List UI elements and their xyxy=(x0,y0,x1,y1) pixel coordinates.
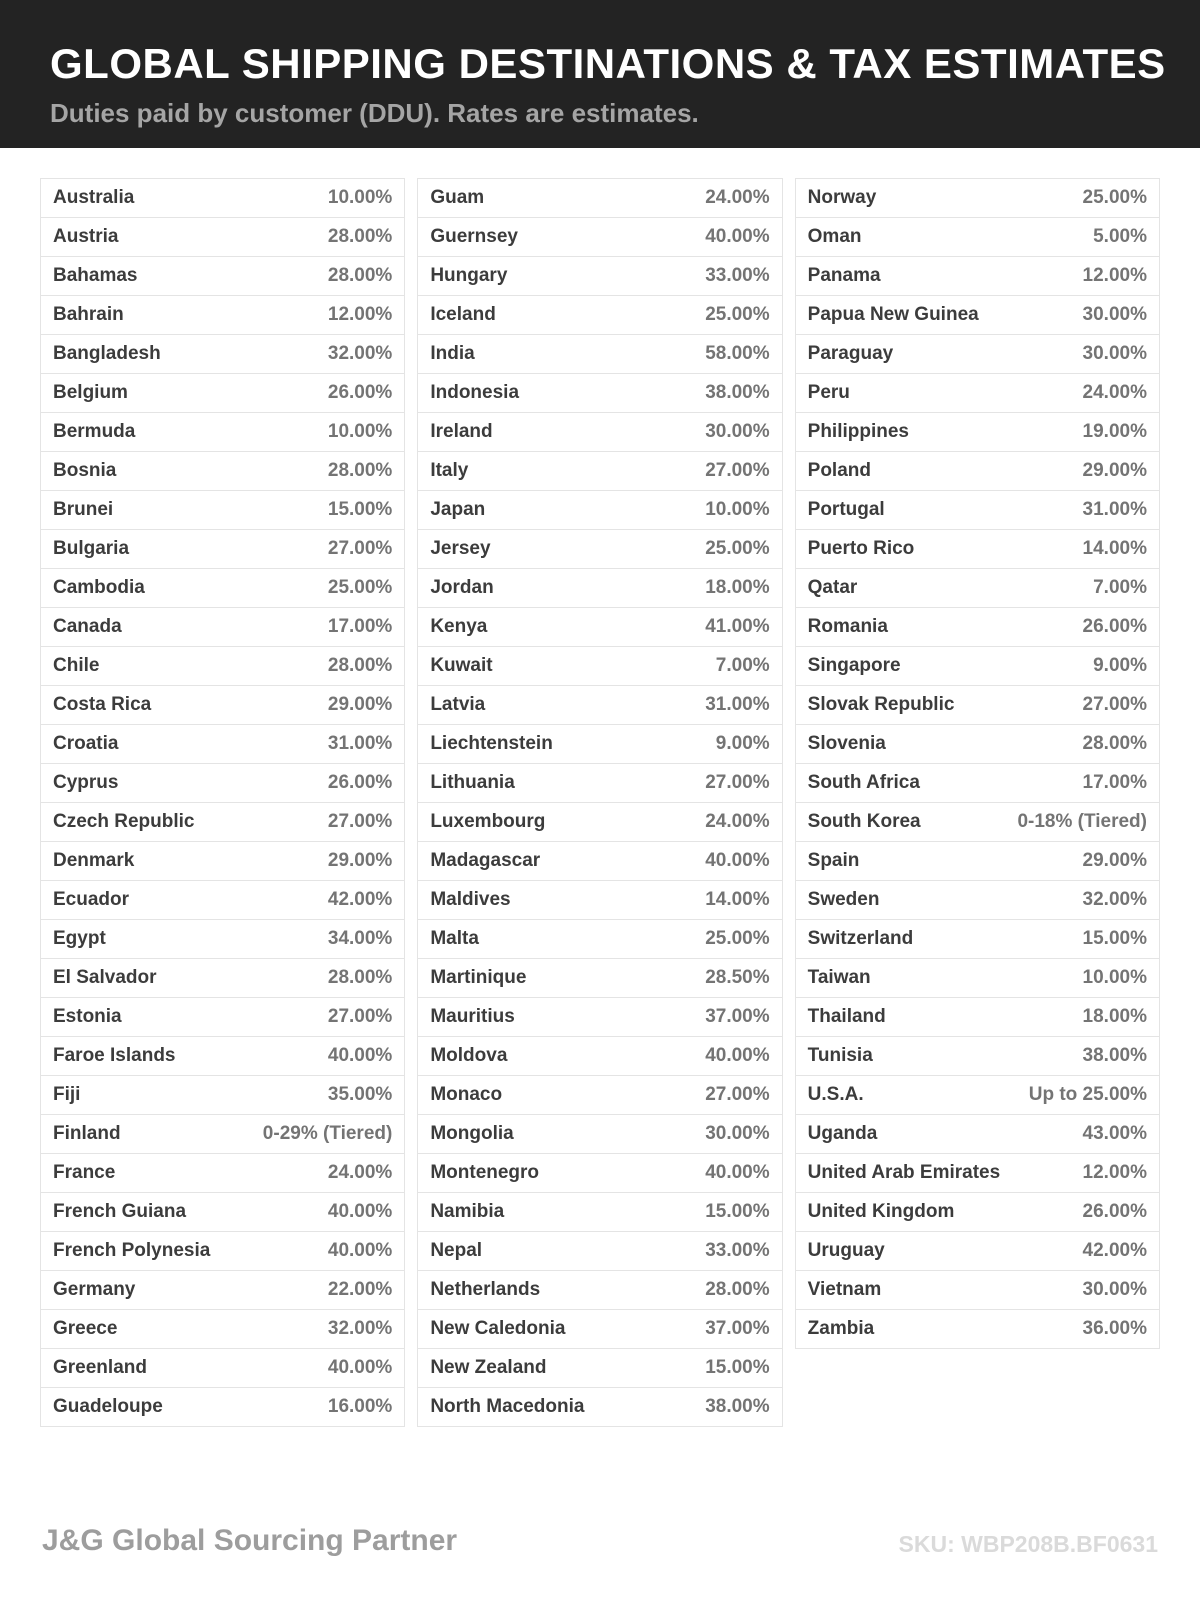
tax-rate-value: 27.00% xyxy=(705,1084,770,1105)
country-name: South Korea xyxy=(807,811,921,832)
tax-rate-value: 28.00% xyxy=(327,967,393,988)
tax-rate-value: 29.00% xyxy=(327,694,393,715)
country-name: Indonesia xyxy=(430,382,520,403)
table-row xyxy=(418,257,781,296)
table-row xyxy=(796,413,1159,452)
country-name: Netherlands xyxy=(430,1279,541,1300)
country-name: Slovenia xyxy=(807,733,886,754)
table-row xyxy=(418,1232,781,1271)
tax-rate-value: 0-29% (Tiered) xyxy=(262,1123,393,1144)
table-row xyxy=(796,686,1159,725)
country-name: Monaco xyxy=(430,1084,503,1105)
country-name: Montenegro xyxy=(430,1162,540,1183)
country-name: Taiwan xyxy=(807,967,871,988)
country-name: Ecuador xyxy=(53,889,130,910)
tax-rate-value: 12.00% xyxy=(327,304,393,325)
tax-rate-value: 58.00% xyxy=(705,343,770,364)
tax-rate-value: 37.00% xyxy=(705,1006,770,1027)
country-name: Finland xyxy=(53,1123,121,1144)
country-name: Portugal xyxy=(807,499,885,520)
tax-rate-value: 30.00% xyxy=(1082,343,1147,364)
table-row xyxy=(41,413,404,452)
table-row xyxy=(418,179,781,218)
country-name: Qatar xyxy=(807,577,858,598)
tax-rate-value: 5.00% xyxy=(1093,226,1147,247)
rates-column-1 xyxy=(40,178,405,1427)
page-subtitle: Duties paid by customer (DDU). Rates are estimates. xyxy=(50,98,699,128)
table-row xyxy=(418,1076,781,1115)
table-row xyxy=(418,608,781,647)
table-row xyxy=(41,920,404,959)
table-row xyxy=(41,530,404,569)
sku-label: SKU: WBP208B.BF0631 xyxy=(898,1531,1158,1557)
tax-rate-value: 0-18% (Tiered) xyxy=(1017,811,1147,832)
country-name: Bangladesh xyxy=(53,343,161,364)
country-name: Poland xyxy=(807,460,871,481)
tax-rate-value: 40.00% xyxy=(705,850,770,871)
table-row xyxy=(796,335,1159,374)
country-name: Belgium xyxy=(53,382,128,403)
country-name: Chile xyxy=(53,655,100,676)
country-name: Fiji xyxy=(53,1084,81,1105)
country-name: Norway xyxy=(807,187,877,208)
country-name: India xyxy=(430,343,475,364)
footer xyxy=(0,1524,1200,1558)
tax-rate-value: 33.00% xyxy=(705,1240,770,1261)
country-name: Spain xyxy=(807,850,860,871)
table-row xyxy=(418,374,781,413)
tax-rate-value: 26.00% xyxy=(327,382,393,403)
country-name: French Guiana xyxy=(53,1201,187,1222)
table-row xyxy=(796,257,1159,296)
table-row xyxy=(418,491,781,530)
country-name: Lithuania xyxy=(430,772,515,793)
table-row xyxy=(418,959,781,998)
page-title: GLOBAL SHIPPING DESTINATIONS & TAX ESTIMATES xyxy=(50,40,1166,87)
country-name: Uganda xyxy=(807,1123,878,1144)
country-name: Guernsey xyxy=(430,226,518,247)
tax-rate-value: 27.00% xyxy=(705,460,770,481)
country-name: Latvia xyxy=(430,694,486,715)
country-name: Egypt xyxy=(53,928,106,949)
table-row xyxy=(796,842,1159,881)
tax-rate-value: 30.00% xyxy=(705,1123,770,1144)
country-name: Puerto Rico xyxy=(807,538,915,559)
tax-rate-value: 27.00% xyxy=(327,1006,393,1027)
country-name: Bahamas xyxy=(53,265,138,286)
table-row xyxy=(418,647,781,686)
tax-rate-value: 25.00% xyxy=(705,538,770,559)
tax-rate-value: 16.00% xyxy=(327,1396,393,1417)
table-row xyxy=(41,569,404,608)
country-name: Germany xyxy=(53,1279,136,1300)
tax-rate-value: 31.00% xyxy=(705,694,770,715)
country-name: Namibia xyxy=(430,1201,505,1222)
country-name: Panama xyxy=(807,265,881,286)
table-row xyxy=(418,1193,781,1232)
country-name: Vietnam xyxy=(807,1279,882,1300)
country-name: Greece xyxy=(53,1318,118,1339)
table-row xyxy=(41,1232,404,1271)
country-name: Mongolia xyxy=(430,1123,514,1144)
tax-rate-value: 28.50% xyxy=(705,967,770,988)
country-name: Moldova xyxy=(430,1045,508,1066)
table-row xyxy=(418,1154,781,1193)
country-name: Bulgaria xyxy=(53,538,130,559)
table-row xyxy=(796,296,1159,335)
table-row xyxy=(796,179,1159,218)
tax-rate-value: 32.00% xyxy=(327,343,393,364)
tax-rate-value: 26.00% xyxy=(1082,1201,1147,1222)
table-row xyxy=(41,452,404,491)
country-name: North Macedonia xyxy=(430,1396,585,1417)
country-name: Tunisia xyxy=(807,1045,873,1066)
tax-rate-value: 10.00% xyxy=(705,499,770,520)
table-row xyxy=(418,920,781,959)
table-row xyxy=(41,608,404,647)
table-row xyxy=(418,452,781,491)
country-name: Maldives xyxy=(430,889,511,910)
tax-rate-value: 33.00% xyxy=(705,265,770,286)
table-row xyxy=(41,1154,404,1193)
tax-rate-value: 38.00% xyxy=(705,382,770,403)
table-row xyxy=(796,881,1159,920)
country-name: Sweden xyxy=(807,889,880,910)
country-name: Costa Rica xyxy=(53,694,152,715)
tax-rate-value: 9.00% xyxy=(715,733,770,754)
table-row xyxy=(796,218,1159,257)
table-row xyxy=(41,959,404,998)
country-name: U.S.A. xyxy=(807,1084,864,1105)
tax-rate-value: Up to 25.00% xyxy=(1028,1084,1147,1105)
tax-rate-value: 27.00% xyxy=(1082,694,1147,715)
table-row xyxy=(418,1310,781,1349)
table-row xyxy=(418,218,781,257)
table-row xyxy=(796,647,1159,686)
table-row xyxy=(796,530,1159,569)
table-row xyxy=(41,881,404,920)
tax-rate-value: 29.00% xyxy=(1082,850,1147,871)
tax-rate-value: 42.00% xyxy=(1082,1240,1147,1261)
table-row xyxy=(796,374,1159,413)
country-name: Luxembourg xyxy=(430,811,546,832)
country-name: Bermuda xyxy=(53,421,136,442)
tax-rate-value: 25.00% xyxy=(705,304,770,325)
tax-rate-value: 7.00% xyxy=(1093,577,1147,598)
table-row xyxy=(41,491,404,530)
tax-rate-value: 10.00% xyxy=(327,187,393,208)
country-name: South Africa xyxy=(807,772,920,793)
tax-rate-value: 10.00% xyxy=(1082,967,1147,988)
country-name: Guam xyxy=(430,187,485,208)
table-row xyxy=(41,725,404,764)
tax-rate-value: 9.00% xyxy=(1093,655,1147,676)
tax-rate-value: 28.00% xyxy=(327,265,393,286)
country-name: Jersey xyxy=(430,538,491,559)
table-row xyxy=(41,257,404,296)
country-name: United Arab Emirates xyxy=(807,1162,1001,1183)
table-row xyxy=(41,1271,404,1310)
tax-rate-value: 37.00% xyxy=(705,1318,770,1339)
country-name: El Salvador xyxy=(53,967,157,988)
country-name: Singapore xyxy=(807,655,901,676)
country-name: Cambodia xyxy=(53,577,145,598)
country-name: Bahrain xyxy=(53,304,124,325)
table-row xyxy=(41,803,404,842)
tax-rate-value: 41.00% xyxy=(705,616,770,637)
table-row xyxy=(796,1154,1159,1193)
table-row xyxy=(418,413,781,452)
tax-rate-value: 34.00% xyxy=(327,928,393,949)
table-row xyxy=(796,1037,1159,1076)
table-row xyxy=(41,842,404,881)
table-row xyxy=(41,1037,404,1076)
table-row xyxy=(41,1193,404,1232)
country-name: Thailand xyxy=(807,1006,886,1027)
country-name: Liechtenstein xyxy=(430,733,553,754)
table-row xyxy=(796,1271,1159,1310)
table-row xyxy=(418,1271,781,1310)
tax-rate-value: 25.00% xyxy=(1082,187,1147,208)
tax-rate-value: 7.00% xyxy=(715,655,770,676)
rates-table xyxy=(0,178,1200,1427)
country-name: Jordan xyxy=(430,577,494,598)
table-row xyxy=(796,569,1159,608)
tax-rate-value: 12.00% xyxy=(1082,265,1147,286)
tax-rate-value: 40.00% xyxy=(327,1357,393,1378)
country-name: Philippines xyxy=(807,421,910,442)
table-row xyxy=(418,881,781,920)
table-row xyxy=(796,1115,1159,1154)
country-name: Paraguay xyxy=(807,343,894,364)
country-name: Croatia xyxy=(53,733,119,754)
country-name: New Caledonia xyxy=(430,1318,566,1339)
tax-rate-value: 25.00% xyxy=(705,928,770,949)
tax-rate-value: 15.00% xyxy=(705,1201,770,1222)
tax-rate-value: 22.00% xyxy=(327,1279,393,1300)
country-name: Romania xyxy=(807,616,888,637)
country-name: Nepal xyxy=(430,1240,483,1261)
table-row xyxy=(41,179,404,218)
tax-rate-value: 24.00% xyxy=(327,1162,393,1183)
country-name: Austria xyxy=(53,226,119,247)
table-row xyxy=(418,335,781,374)
tax-rate-value: 28.00% xyxy=(1082,733,1147,754)
country-name: Iceland xyxy=(430,304,496,325)
country-name: Czech Republic xyxy=(53,811,195,832)
country-name: Canada xyxy=(53,616,122,637)
tax-rate-value: 24.00% xyxy=(705,811,770,832)
table-row xyxy=(796,608,1159,647)
country-name: Guadeloupe xyxy=(53,1396,163,1417)
tax-rate-value: 27.00% xyxy=(327,538,393,559)
brand-text: J&G Global Sourcing Partner xyxy=(42,1524,458,1557)
tax-rate-value: 17.00% xyxy=(1082,772,1147,793)
tax-rate-value: 30.00% xyxy=(1082,1279,1147,1300)
tax-rate-value: 29.00% xyxy=(1082,460,1147,481)
tax-rate-value: 40.00% xyxy=(705,226,770,247)
tax-rate-value: 18.00% xyxy=(1082,1006,1147,1027)
tax-rate-value: 15.00% xyxy=(327,499,393,520)
table-row xyxy=(796,1193,1159,1232)
table-row xyxy=(418,1349,781,1388)
tax-rate-value: 28.00% xyxy=(327,460,393,481)
table-row xyxy=(41,1388,404,1427)
country-name: New Zealand xyxy=(430,1357,547,1378)
tax-rate-value: 32.00% xyxy=(327,1318,393,1339)
table-row xyxy=(418,1388,781,1427)
country-name: Malta xyxy=(430,928,479,949)
country-name: United Kingdom xyxy=(807,1201,955,1222)
tax-rate-value: 26.00% xyxy=(1082,616,1147,637)
tax-rate-value: 28.00% xyxy=(327,655,393,676)
tax-rate-value: 17.00% xyxy=(327,616,393,637)
tax-rate-value: 29.00% xyxy=(327,850,393,871)
country-name: Hungary xyxy=(430,265,508,286)
table-row xyxy=(418,803,781,842)
country-name: Kuwait xyxy=(430,655,493,676)
tax-rate-value: 35.00% xyxy=(327,1084,393,1105)
country-name: Japan xyxy=(430,499,486,520)
table-row xyxy=(41,335,404,374)
tax-rate-value: 24.00% xyxy=(705,187,770,208)
country-name: French Polynesia xyxy=(53,1240,211,1261)
table-row xyxy=(796,1232,1159,1271)
tax-rate-value: 27.00% xyxy=(327,811,393,832)
tax-rate-value: 15.00% xyxy=(1082,928,1147,949)
table-row xyxy=(796,764,1159,803)
table-row xyxy=(41,296,404,335)
table-row xyxy=(796,452,1159,491)
country-name: Zambia xyxy=(807,1318,875,1339)
table-row xyxy=(418,530,781,569)
tax-rate-value: 31.00% xyxy=(1082,499,1147,520)
tax-rate-value: 36.00% xyxy=(1082,1318,1147,1339)
tax-rate-value: 27.00% xyxy=(705,772,770,793)
tax-rate-value: 24.00% xyxy=(1082,382,1147,403)
table-row xyxy=(418,1037,781,1076)
country-name: Estonia xyxy=(53,1006,122,1027)
country-name: Cyprus xyxy=(53,772,119,793)
country-name: Mauritius xyxy=(430,1006,515,1027)
table-row xyxy=(796,725,1159,764)
tax-rate-value: 18.00% xyxy=(705,577,770,598)
table-row xyxy=(41,1349,404,1388)
tax-rate-value: 43.00% xyxy=(1082,1123,1147,1144)
country-name: Bosnia xyxy=(53,460,117,481)
tax-rate-value: 10.00% xyxy=(327,421,393,442)
table-row xyxy=(418,686,781,725)
country-name: Australia xyxy=(53,187,135,208)
table-row xyxy=(796,803,1159,842)
country-name: Greenland xyxy=(53,1357,147,1378)
tax-rate-value: 40.00% xyxy=(705,1162,770,1183)
country-name: Ireland xyxy=(430,421,493,442)
table-row xyxy=(796,1076,1159,1115)
table-row xyxy=(41,998,404,1037)
table-row xyxy=(41,1310,404,1349)
tax-rate-value: 32.00% xyxy=(1082,889,1147,910)
table-row xyxy=(41,647,404,686)
table-row xyxy=(418,998,781,1037)
country-name: Peru xyxy=(807,382,850,403)
table-row xyxy=(41,218,404,257)
tax-rate-value: 31.00% xyxy=(327,733,393,754)
tax-rate-value: 28.00% xyxy=(327,226,393,247)
country-name: Oman xyxy=(807,226,862,247)
country-name: Madagascar xyxy=(430,850,541,871)
country-name: France xyxy=(53,1162,116,1183)
table-row xyxy=(418,569,781,608)
rates-column-2 xyxy=(417,178,782,1427)
table-row xyxy=(41,1115,404,1154)
country-name: Faroe Islands xyxy=(53,1045,176,1066)
table-row xyxy=(41,686,404,725)
table-row xyxy=(418,725,781,764)
tax-rate-value: 15.00% xyxy=(705,1357,770,1378)
tax-rate-value: 28.00% xyxy=(705,1279,770,1300)
table-row xyxy=(796,1310,1159,1349)
table-row xyxy=(418,764,781,803)
tax-rate-value: 14.00% xyxy=(1082,538,1147,559)
table-row xyxy=(796,491,1159,530)
tax-rate-value: 40.00% xyxy=(327,1240,393,1261)
country-name: Slovak Republic xyxy=(807,694,955,715)
tax-rate-value: 30.00% xyxy=(705,421,770,442)
tax-rate-value: 12.00% xyxy=(1082,1162,1147,1183)
tax-rate-value: 42.00% xyxy=(327,889,393,910)
table-row xyxy=(41,1076,404,1115)
tax-rate-value: 19.00% xyxy=(1082,421,1147,442)
tax-rate-value: 40.00% xyxy=(327,1045,393,1066)
tax-rate-value: 40.00% xyxy=(327,1201,393,1222)
tax-rate-value: 38.00% xyxy=(1082,1045,1147,1066)
table-row xyxy=(418,1115,781,1154)
table-row xyxy=(418,296,781,335)
tax-rate-value: 40.00% xyxy=(705,1045,770,1066)
table-row xyxy=(796,920,1159,959)
tax-rate-value: 30.00% xyxy=(1082,304,1147,325)
country-name: Denmark xyxy=(53,850,135,871)
table-row xyxy=(796,998,1159,1037)
header-banner xyxy=(0,0,1200,148)
tax-rate-value: 38.00% xyxy=(705,1396,770,1417)
table-row xyxy=(796,959,1159,998)
country-name: Brunei xyxy=(53,499,114,520)
country-name: Switzerland xyxy=(807,928,914,949)
tax-rate-value: 25.00% xyxy=(327,577,393,598)
country-name: Uruguay xyxy=(807,1240,885,1261)
country-name: Martinique xyxy=(430,967,527,988)
rates-column-3 xyxy=(795,178,1160,1349)
country-name: Italy xyxy=(430,460,469,481)
tax-rate-value: 26.00% xyxy=(327,772,393,793)
country-name: Kenya xyxy=(430,616,488,637)
table-row xyxy=(41,764,404,803)
table-row xyxy=(41,374,404,413)
country-name: Papua New Guinea xyxy=(807,304,979,325)
tax-rate-value: 14.00% xyxy=(705,889,770,910)
table-row xyxy=(418,842,781,881)
